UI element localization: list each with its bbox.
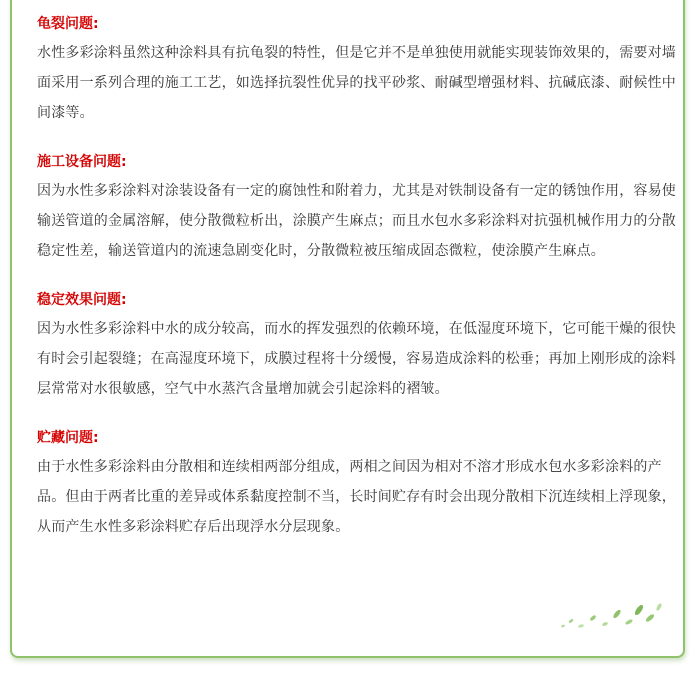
section-body: 由于水性多彩涂料由分散相和连续相两部分组成，两相之间因为相对不溶才形成水包水多彩涂料的产品。但由于两者比重的差异或体系黏度控制不当，长时间贮存有时会出现分散相下沉连续相上浮现象，从而产生水性多彩涂料贮存后出现浮水分层现象。 [37, 459, 676, 535]
section-heading: 龟裂问题: [37, 16, 99, 32]
section-cracking [37, 14, 687, 128]
section-equipment [37, 152, 687, 266]
section-body: 水性多彩涂料虽然这种涂料具有抗龟裂的特性，但是它并不是单独使用就能实现装饰效果的，需要对墙面采用一系列合理的施工工艺，如选择抗裂性优异的找平砂浆、耐碱型增强材料、抗碱底漆、耐候性中间漆等。 [37, 45, 676, 121]
section-heading: 施工设备问题: [37, 154, 127, 170]
article-content [37, 14, 687, 566]
leaves-icon [555, 596, 665, 636]
section-heading: 稳定效果问题: [37, 292, 127, 308]
article-card [10, 0, 685, 658]
section-heading: 贮藏问题: [37, 430, 99, 446]
section-body: 因为水性多彩涂料对涂装设备有一定的腐蚀性和附着力，尤其是对铁制设备有一定的锈蚀作用，容易使输送管道的金属溶解，使分散微粒析出，涂膜产生麻点；而且水包水多彩涂料对抗强机械作用力的分散稳定性差，输送管道内的流速急剧变化时，分散微粒被压缩成固态微粒，使涂膜产生麻点。 [37, 183, 676, 259]
section-body: 因为水性多彩涂料中水的成分较高，而水的挥发强烈的依赖环境，在低湿度环境下，它可能干燥的很快有时会引起裂缝；在高湿度环境下，成膜过程将十分缓慢，容易造成涂料的松垂；再加上刚形成的涂料层常常对水很敏感，空气中水蒸汽含量增加就会引起涂料的褶皱。 [37, 321, 676, 397]
section-stability [37, 290, 687, 404]
section-storage [37, 428, 687, 542]
